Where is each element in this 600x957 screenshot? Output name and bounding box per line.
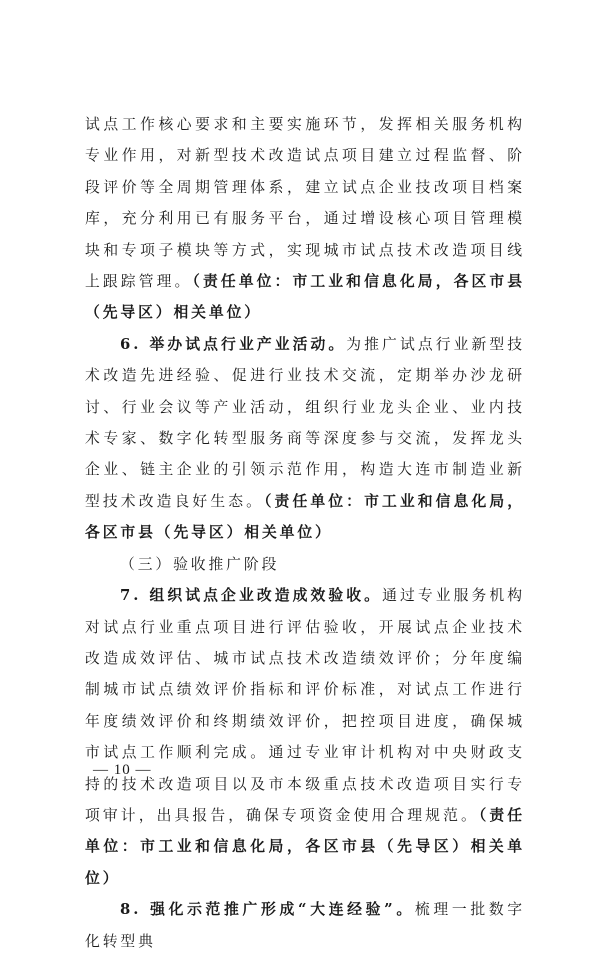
item-6-paragraph <box>85 329 525 549</box>
item-7-paragraph <box>85 580 525 894</box>
paragraph-text: 梳理一批数字化转型典 <box>85 901 525 950</box>
section-heading-text: （三）验收推广阶段 <box>120 555 280 573</box>
item-8-heading: 8. 强化示范推广形成“大连经验”。 <box>120 901 415 919</box>
item-8-paragraph <box>85 894 525 957</box>
paragraph-text: 通过专业服务机构对试点行业重点项目进行评估验收，开展试点企业技术改造成效评估、城市试点技术改造绩效评价；分年度编制城市试点绩效评价指标和评价标准，对试点工作进行年度绩效评价和终期绩效评价，把控项目进度，确保城市试点工作顺利完成。通过专业审计机构对中央财政支持的技术改造项目以及市本级重点技术改造项目实行专项审计，出具报告，确保专项资金使用合理规范。 <box>85 587 526 824</box>
document-body <box>85 109 525 957</box>
continuation-paragraph <box>85 109 525 329</box>
responsibility-note: （责任单位：市工业和信息化局，各区市县（先导区）相关单位） <box>85 806 525 887</box>
page-number: — 10 — <box>93 762 152 778</box>
item-6-heading: 6. 举办试点行业产业活动。 <box>120 335 347 353</box>
responsibility-note: （责任单位：市工业和信息化局，各区市县（先导区）相关单位） <box>85 273 526 322</box>
paragraph-text: 试点工作核心要求和主要实施环节，发挥相关服务机构专业作用，对新型技术改造试点项目建立过程监督、阶段评价等全周期管理体系，建立试点企业技改项目档案库，充分利用已有服务平台，通过增设核心项目管理模块和专项子模块等方式，实现城市试点技术改造项目线上跟踪管理。 <box>85 116 525 291</box>
paragraph-text: 为推广试点行业新型技术改造先进经验、促进行业技术交流，定期举办沙龙研讨、行业会议等产业活动，组织行业龙头企业、业内技术专家、数字化转型服务商等深度参与交流，发挥龙头企业、链主企业的引领示范作用，构造大连市制造业新型技术改造良好生态。 <box>85 335 525 510</box>
responsibility-note: （责任单位：市工业和信息化局，各区市县（先导区）相关单位） <box>85 492 525 542</box>
section-3-heading <box>85 549 525 580</box>
item-7-heading: 7. 组织试点企业改造成效验收。 <box>120 587 383 605</box>
